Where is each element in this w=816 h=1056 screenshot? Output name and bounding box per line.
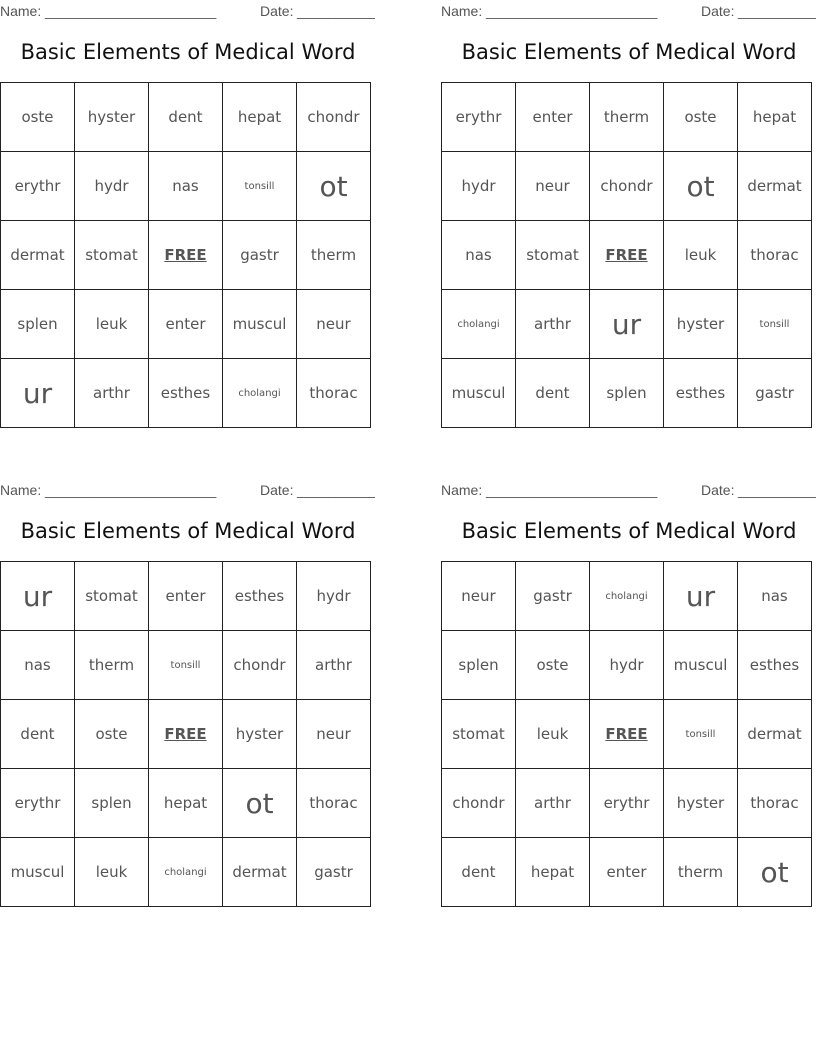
bingo-cell[interactable]: erythr <box>1 769 75 838</box>
bingo-cell[interactable]: cholangi <box>223 359 297 428</box>
bingo-cell[interactable]: dermat <box>223 838 297 907</box>
bingo-cell[interactable]: chondr <box>223 631 297 700</box>
grid-row <box>1 838 371 907</box>
grid-row <box>442 769 812 838</box>
grid-row <box>1 700 371 769</box>
bingo-cell[interactable]: chondr <box>442 769 516 838</box>
name-label: Name: <box>441 482 483 498</box>
bingo-cell[interactable]: stomat <box>516 221 590 290</box>
card-title: Basic Elements of Medical Word <box>461 40 797 64</box>
bingo-cell[interactable]: splen <box>590 359 664 428</box>
bingo-cell[interactable]: cholangi <box>149 838 223 907</box>
name-label: Name: <box>0 3 42 19</box>
bingo-cell[interactable]: enter <box>516 83 590 152</box>
date-field-line[interactable]: __________ <box>738 482 816 498</box>
grid-row <box>1 152 371 221</box>
bingo-cell[interactable]: splen <box>1 290 75 359</box>
bingo-cell[interactable]: muscul <box>442 359 516 428</box>
bingo-cell[interactable]: nas <box>1 631 75 700</box>
bingo-cell[interactable]: ot <box>664 152 738 221</box>
bingo-cell[interactable]: arthr <box>75 359 149 428</box>
bingo-cell[interactable]: splen <box>442 631 516 700</box>
grid-row <box>442 838 812 907</box>
bingo-cell[interactable]: cholangi <box>442 290 516 359</box>
bingo-cell[interactable]: ur <box>1 359 75 428</box>
bingo-cell[interactable]: thorac <box>738 221 812 290</box>
free-space-cell[interactable]: FREE <box>149 700 223 769</box>
bingo-card-3 <box>0 479 376 919</box>
bingo-cell[interactable]: ur <box>1 562 75 631</box>
date-label: Date: <box>260 482 294 498</box>
bingo-grid <box>0 82 371 428</box>
bingo-cell[interactable]: leuk <box>75 838 149 907</box>
grid-row <box>442 152 812 221</box>
bingo-cell[interactable]: chondr <box>590 152 664 221</box>
bingo-cell[interactable]: arthr <box>297 631 371 700</box>
bingo-cell[interactable]: hyster <box>75 83 149 152</box>
bingo-cell[interactable]: hepat <box>738 83 812 152</box>
bingo-cell[interactable]: hydr <box>75 152 149 221</box>
bingo-cell[interactable]: ot <box>223 769 297 838</box>
date-field-line[interactable]: __________ <box>297 3 375 19</box>
bingo-cell[interactable]: hepat <box>516 838 590 907</box>
bingo-cell[interactable]: enter <box>590 838 664 907</box>
bingo-cell[interactable]: dermat <box>738 152 812 221</box>
name-label: Name: <box>0 482 42 498</box>
bingo-cell[interactable]: gastr <box>516 562 590 631</box>
bingo-cell[interactable]: hydr <box>442 152 516 221</box>
date-field-line[interactable]: __________ <box>297 482 375 498</box>
card-title: Basic Elements of Medical Word <box>461 519 797 543</box>
card-header <box>0 1 376 21</box>
grid-row <box>1 562 371 631</box>
card-header <box>441 480 816 500</box>
date-field-line[interactable]: __________ <box>738 3 816 19</box>
date-label: Date: <box>701 3 735 19</box>
bingo-cell[interactable]: therm <box>297 221 371 290</box>
bingo-cell[interactable]: erythr <box>442 83 516 152</box>
bingo-card-1 <box>0 0 376 440</box>
date-label: Date: <box>701 482 735 498</box>
bingo-cell[interactable]: tonsill <box>149 631 223 700</box>
grid-row <box>442 700 812 769</box>
bingo-cell[interactable]: dent <box>442 838 516 907</box>
bingo-cell[interactable]: hepat <box>149 769 223 838</box>
bingo-cell[interactable]: therm <box>590 83 664 152</box>
bingo-cell[interactable]: neur <box>516 152 590 221</box>
bingo-cell[interactable]: nas <box>149 152 223 221</box>
name-field-line[interactable]: ______________________ <box>486 3 658 19</box>
bingo-cell[interactable]: gastr <box>223 221 297 290</box>
bingo-cell[interactable]: hyster <box>664 290 738 359</box>
bingo-cell[interactable]: neur <box>442 562 516 631</box>
bingo-cell[interactable]: neur <box>297 700 371 769</box>
bingo-cell[interactable]: oste <box>516 631 590 700</box>
bingo-cell[interactable]: stomat <box>442 700 516 769</box>
bingo-cell[interactable]: arthr <box>516 290 590 359</box>
bingo-cell[interactable]: enter <box>149 562 223 631</box>
bingo-cell[interactable]: hyster <box>223 700 297 769</box>
bingo-cell[interactable]: erythr <box>1 152 75 221</box>
bingo-cell[interactable]: oste <box>1 83 75 152</box>
bingo-card-2 <box>441 0 816 440</box>
bingo-cell[interactable]: erythr <box>590 769 664 838</box>
bingo-cell[interactable]: ot <box>297 152 371 221</box>
bingo-cell[interactable]: splen <box>75 769 149 838</box>
grid-row <box>1 221 371 290</box>
date-label: Date: <box>260 3 294 19</box>
bingo-cell[interactable]: hepat <box>223 83 297 152</box>
bingo-cell[interactable]: thorac <box>297 359 371 428</box>
bingo-cell[interactable]: esthes <box>738 631 812 700</box>
bingo-cell[interactable]: hydr <box>297 562 371 631</box>
bingo-cell[interactable]: stomat <box>75 221 149 290</box>
grid-row <box>1 359 371 428</box>
grid-row <box>442 290 812 359</box>
bingo-cell[interactable]: esthes <box>223 562 297 631</box>
grid-row <box>1 290 371 359</box>
free-space-cell[interactable]: FREE <box>149 221 223 290</box>
name-label: Name: <box>441 3 483 19</box>
bingo-cell[interactable]: dent <box>149 83 223 152</box>
grid-row <box>442 359 812 428</box>
bingo-cell[interactable]: tonsill <box>738 290 812 359</box>
name-field-line[interactable]: ______________________ <box>486 482 658 498</box>
grid-row <box>442 221 812 290</box>
bingo-cell[interactable]: neur <box>297 290 371 359</box>
bingo-cell[interactable]: tonsill <box>223 152 297 221</box>
bingo-cell[interactable]: nas <box>442 221 516 290</box>
bingo-cell[interactable]: esthes <box>149 359 223 428</box>
bingo-cell[interactable]: leuk <box>75 290 149 359</box>
grid-row <box>442 631 812 700</box>
grid-row <box>442 562 812 631</box>
bingo-cell[interactable]: thorac <box>738 769 812 838</box>
bingo-cell[interactable]: oste <box>75 700 149 769</box>
bingo-cell[interactable]: arthr <box>516 769 590 838</box>
bingo-cell[interactable]: leuk <box>516 700 590 769</box>
free-space-cell[interactable]: FREE <box>590 700 664 769</box>
bingo-cell[interactable]: leuk <box>664 221 738 290</box>
bingo-cell[interactable]: thorac <box>297 769 371 838</box>
card-title: Basic Elements of Medical Word <box>20 40 356 64</box>
bingo-cell[interactable]: tonsill <box>664 700 738 769</box>
bingo-grid <box>441 82 812 428</box>
grid-row <box>1 769 371 838</box>
bingo-cell[interactable]: hydr <box>590 631 664 700</box>
bingo-cell[interactable]: esthes <box>664 359 738 428</box>
grid-row <box>1 631 371 700</box>
grid-row <box>442 83 812 152</box>
name-field-line[interactable]: ______________________ <box>45 3 217 19</box>
bingo-cell[interactable]: stomat <box>75 562 149 631</box>
card-header <box>0 480 376 500</box>
bingo-cell[interactable]: gastr <box>297 838 371 907</box>
bingo-cell[interactable]: dermat <box>1 221 75 290</box>
bingo-grid <box>0 561 371 907</box>
card-title: Basic Elements of Medical Word <box>20 519 356 543</box>
bingo-cell[interactable]: muscul <box>664 631 738 700</box>
bingo-cell[interactable]: hyster <box>664 769 738 838</box>
bingo-card-4 <box>441 479 816 919</box>
bingo-cell[interactable]: ur <box>664 562 738 631</box>
bingo-cell[interactable]: dent <box>1 700 75 769</box>
bingo-cell[interactable]: chondr <box>297 83 371 152</box>
bingo-cell[interactable]: dent <box>516 359 590 428</box>
bingo-cell[interactable]: dermat <box>738 700 812 769</box>
bingo-cell[interactable]: muscul <box>223 290 297 359</box>
bingo-cell[interactable]: therm <box>75 631 149 700</box>
grid-row <box>1 83 371 152</box>
bingo-cell[interactable]: gastr <box>738 359 812 428</box>
free-space-cell[interactable]: FREE <box>590 221 664 290</box>
card-header <box>441 1 816 21</box>
bingo-cell[interactable]: therm <box>664 838 738 907</box>
bingo-cell[interactable]: oste <box>664 83 738 152</box>
name-field-line[interactable]: ______________________ <box>45 482 217 498</box>
bingo-cell[interactable]: nas <box>738 562 812 631</box>
bingo-grid <box>441 561 812 907</box>
bingo-cell[interactable]: muscul <box>1 838 75 907</box>
bingo-cell[interactable]: ur <box>590 290 664 359</box>
bingo-cell[interactable]: cholangi <box>590 562 664 631</box>
bingo-cell[interactable]: ot <box>738 838 812 907</box>
bingo-cell[interactable]: enter <box>149 290 223 359</box>
